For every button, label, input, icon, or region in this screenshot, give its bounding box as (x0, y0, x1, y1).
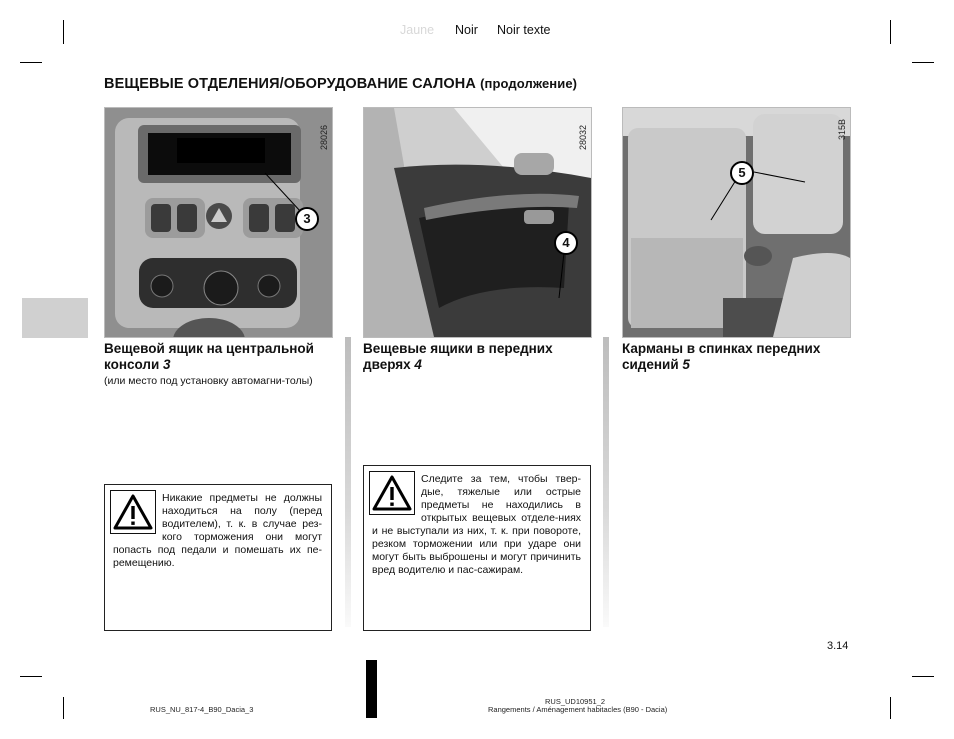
crop-mark (890, 697, 891, 719)
crop-mark (890, 20, 891, 44)
warning-box-floor (104, 484, 332, 631)
caption-ref: 4 (414, 357, 422, 372)
crop-mark (912, 676, 934, 677)
page-title-main: ВЕЩЕВЫЕ ОТДЕЛЕНИЯ/ОБОРУДОВАНИЕ САЛОНА (104, 76, 476, 92)
footer-code: RUS_UD10951_2 (545, 697, 606, 706)
photo-seat-backs (622, 107, 851, 338)
caption-console (104, 341, 336, 373)
page-title (104, 76, 577, 92)
crop-mark (63, 20, 64, 44)
figure-code: 28032 (578, 124, 588, 150)
registration-bar (366, 660, 377, 718)
callout-4: 4 (554, 231, 578, 255)
footer-left: RUS_NU_817-4_B90_Dacia_3 (150, 705, 254, 714)
caption-door (363, 341, 583, 373)
caption-text: Вещевой ящик на центральной консоли (104, 341, 314, 372)
column-separator (603, 337, 609, 627)
warning-text: Никакие предметы не должны находиться на полу (перед водителем), т. к. в случае рез-кого торможения они могут попасть под педали и помешать их пе-ремещению. (113, 492, 322, 569)
callout-5: 5 (730, 161, 754, 185)
color-label-noir-texte: Noir texte (497, 23, 551, 37)
crop-mark (63, 697, 64, 719)
crop-mark (912, 62, 934, 63)
caption-console-note: (или место под установку автомагни-толы) (104, 375, 313, 387)
warning-text: Следите за тем, чтобы твер-дые, тяжелые или острые предметы не находились в открытых вещевых отделе-ниях и не выступали из них, т. к. при повороте, резком торможении или при ударе они могут быть выброшены и могут причинить вред водителю и пас-сажирам. (372, 473, 581, 576)
warning-box-objects (363, 465, 591, 631)
column-separator (345, 337, 351, 627)
crop-mark (20, 676, 42, 677)
page-number: 3.14 (827, 640, 849, 652)
page-title-sub: (продолжение) (480, 76, 578, 91)
photo-center-console (104, 107, 333, 338)
footer-desc: Rangements / Aménagement habitacles (B90 - Dacia) (488, 705, 668, 714)
caption-seats (622, 341, 848, 373)
caption-ref: 3 (163, 357, 171, 372)
crop-mark (20, 62, 42, 63)
figure-code: 28026 (319, 124, 329, 150)
figure-code: 315B (837, 118, 847, 140)
photo-front-door (363, 107, 592, 338)
color-label-jaune: Jaune (400, 23, 435, 37)
caption-ref: 5 (682, 357, 690, 372)
caption-text: Карманы в спинках передних сидений (622, 341, 821, 372)
section-tab (22, 298, 88, 338)
color-label-noir: Noir (455, 23, 478, 37)
caption-text: Вещевые ящики в передних дверях (363, 341, 553, 372)
callout-3: 3 (295, 207, 319, 231)
